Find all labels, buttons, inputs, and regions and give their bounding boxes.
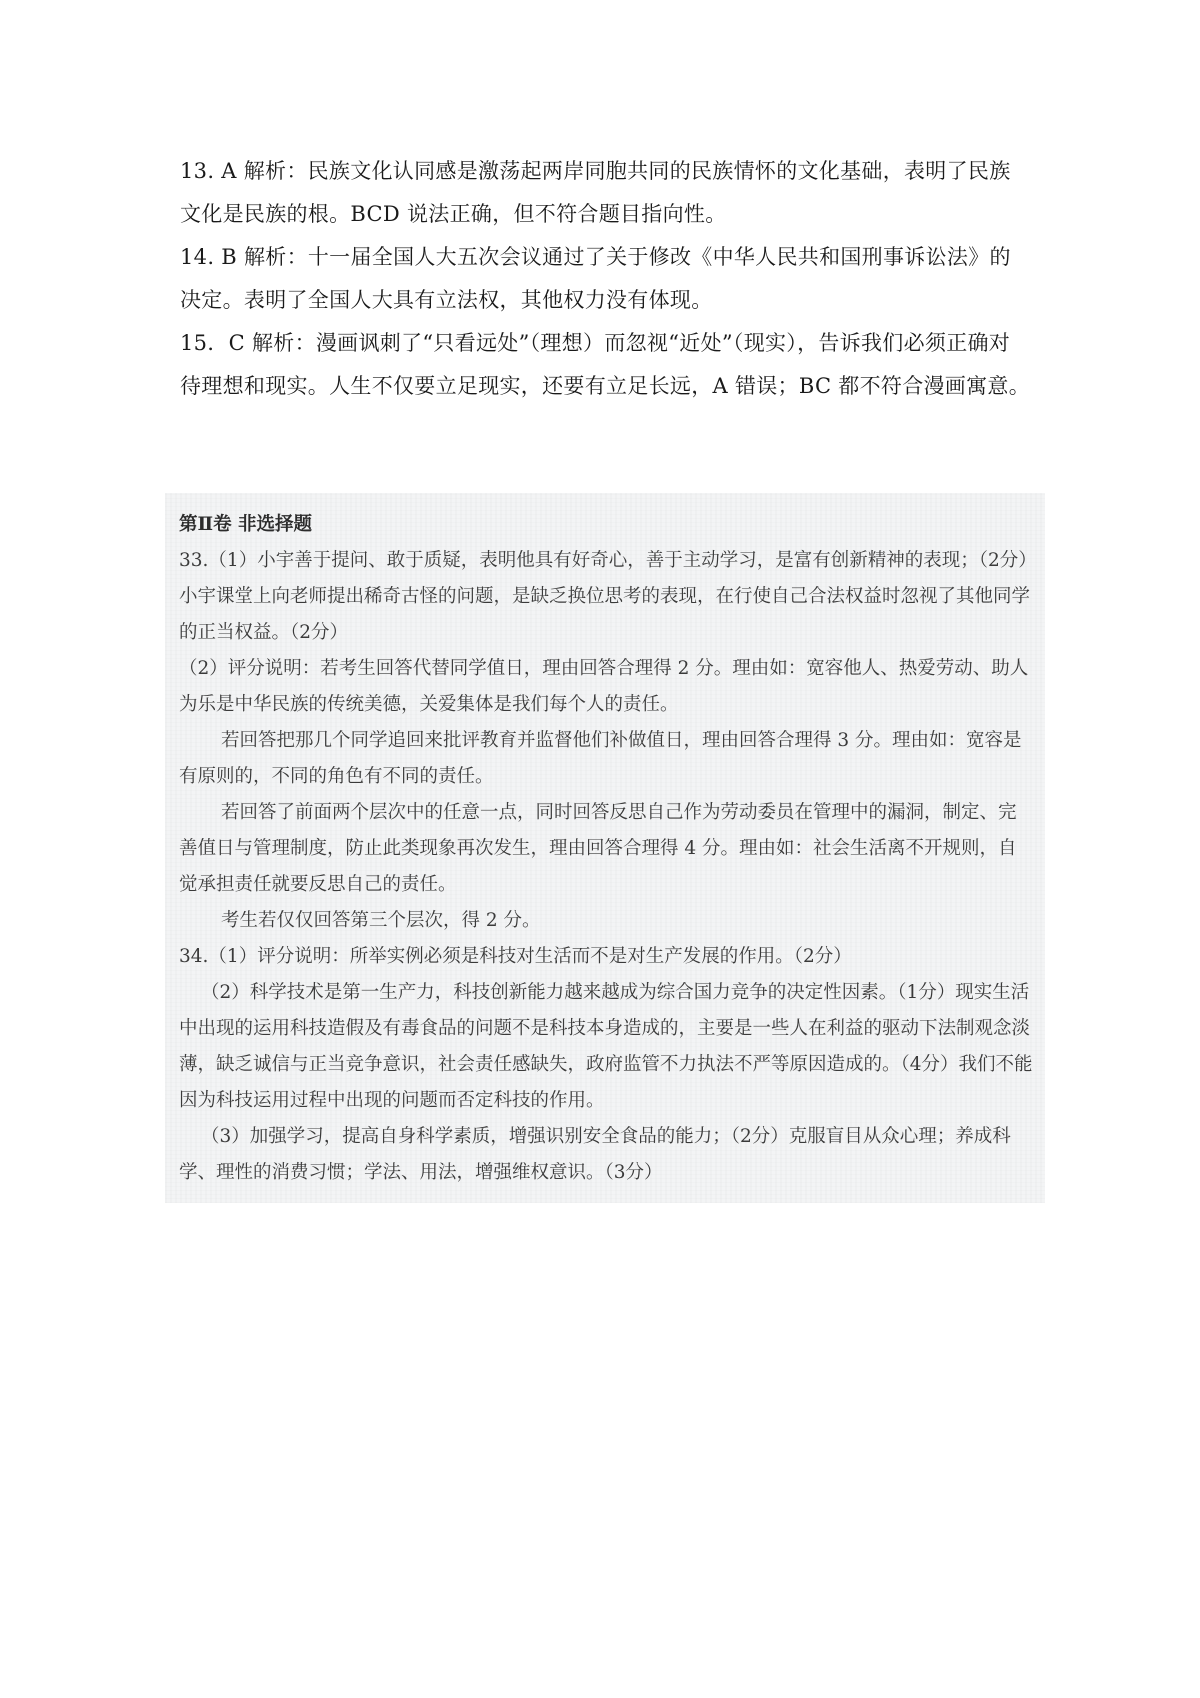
q33-part2-level3: 若回答了前面两个层次中的任意一点，同时回答反思自己作为劳动委员在管理中的漏洞，制定、完善值日与管理制度，防止此类现象再次发生，理由回答合理得 4 分。理由如：社会生活离不开规则，自觉承担责任就要反思自己的责任。	[179, 802, 1017, 895]
answer-13: 13. A 解析：民族文化认同感是激荡起两岸同胞共同的民族情怀的文化基础，表明了民族文化是民族的根。BCD 说法正确，但不符合题目指向性。	[180, 159, 1011, 226]
q34-part3: （3）加强学习，提高自身科学素质，增强识别安全食品的能力；（2分）克服盲目从众心理；养成科学、理性的消费习惯；学法、用法，增强维权意识。（3分）	[179, 1126, 1011, 1183]
scanned-section-ii	[165, 493, 1045, 1203]
answer-15: 15．C 解析：漫画讽刺了“只看远处”（理想）而忽视“近处”（现实），告诉我们必须正确对待理想和现实。人生不仅要立足现实，还要有立足长远，A 错误；BC 都不符合漫画寓意。	[180, 331, 1031, 398]
section-heading: 第Ⅱ卷 非选择题	[179, 514, 313, 535]
q34-part2: （2）科学技术是第一生产力，科技创新能力越来越成为综合国力竞争的决定性因素。（1分）现实生活中出现的运用科技造假及有毒食品的问题不是科技本身造成的，主要是一些人在利益的驱动下法制观念淡薄，缺乏诚信与正当竞争意识，社会责任感缺失，政府监管不力执法不严等原因造成的。（4分）我们不能因为科技运用过程中出现的问题而否定科技的作用。	[179, 982, 1033, 1111]
q33-part1: 33.（1）小宇善于提问、敢于质疑，表明他具有好奇心，善于主动学习，是富有创新精神的表现；（2分）小宇课堂上向老师提出稀奇古怪的问题，是缺乏换位思考的表现，在行使自己合法权益时忽视了其他同学的正当权益。（2分）	[179, 550, 1031, 643]
answer-explanations	[180, 150, 1030, 408]
q34-part1: 34.（1）评分说明：所举实例必须是科技对生活而不是对生产发展的作用。（2分）	[179, 946, 852, 967]
answer-14: 14. B 解析：十一届全国人大五次会议通过了关于修改《中华人民共和国刑事诉讼法》的决定。表明了全国人大具有立法权，其他权力没有体现。	[180, 245, 1011, 312]
q33-part2: （2）评分说明：若考生回答代替同学值日，理由回答合理得 2 分。理由如：宽容他人、热爱劳动、助人为乐是中华民族的传统美德，关爱集体是我们每个人的责任。	[179, 658, 1029, 715]
q33-part2-level2: 若回答把那几个同学追回来批评教育并监督他们补做值日，理由回答合理得 3 分。理由如：宽容是有原则的，不同的角色有不同的责任。	[179, 730, 1022, 787]
q33-part2-note: 考生若仅仅回答第三个层次，得 2 分。	[221, 910, 541, 931]
